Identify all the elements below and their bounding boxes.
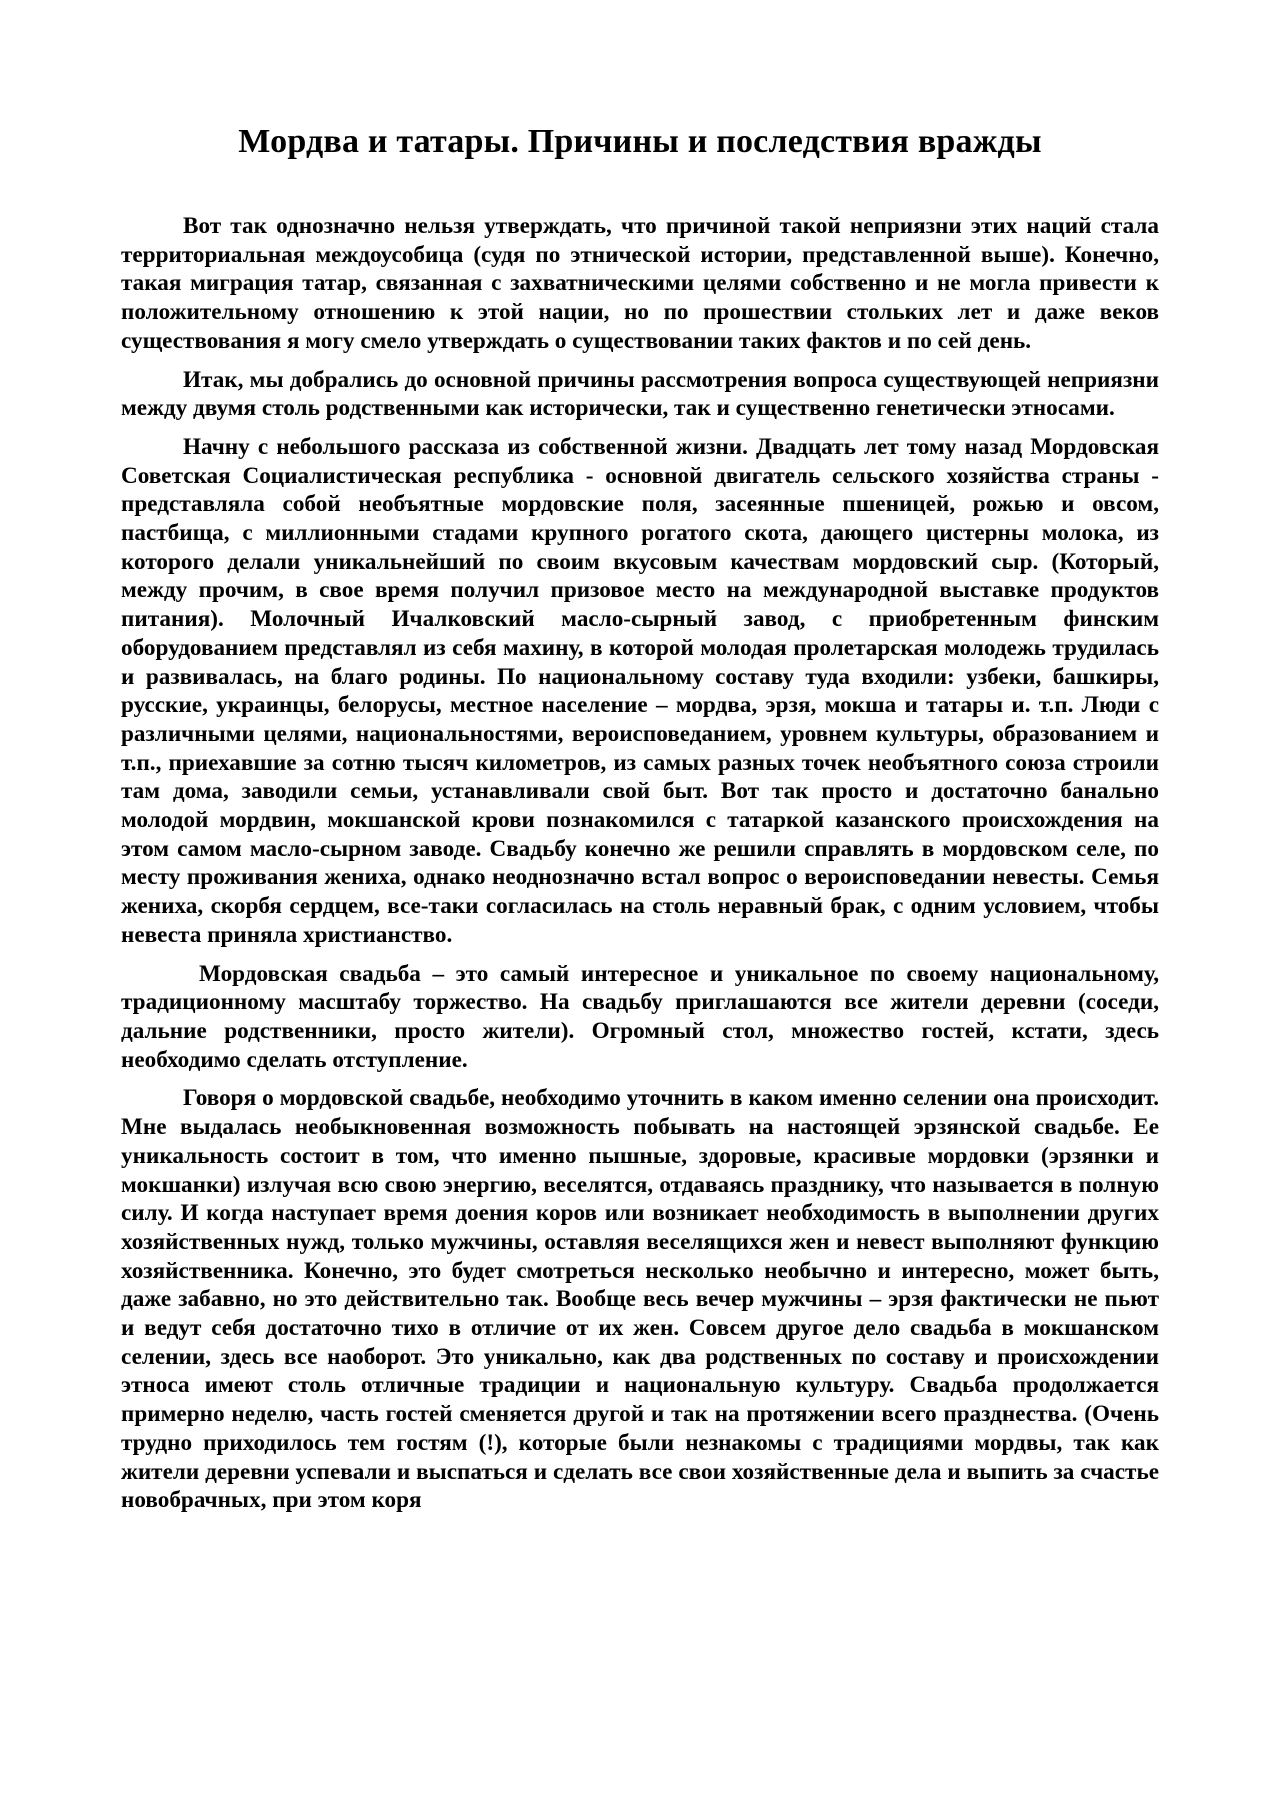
- paragraph-mordovian-wedding: Мордовская свадьба – это самый интересное и уникальное по своему национальному, традиционному масштабу торжество. На свадьбу приглашаются все жители деревни (соседи, дальние родственники, просто жители). Огромный стол, множество гостей, кстати, здесь необходимо сделать отступление.: [121, 960, 1159, 1073]
- paragraph-erzya-moksha-wedding: Говоря о мордовской свадьбе, необходимо уточнить в каком именно селении она происходит. Мне выдалась необыкновенная возможность побывать на настоящей эрзянской свадьбе. Ее уникальность состоит в том, что именно пышные, здоровые, красивые мордовки (эрзянки и мокшанки) излучая всю свою энергию, веселятся, отдаваясь празднику, что называется в полную силу. И когда наступает время доения коров или возникает необходимость в выполнении других хозяйственных нужд, только мужчины, оставляя веселящихся жен и невест выполняют функцию хозяйственника. Конечно, это будет смотреться несколько необычно и интересно, может быть, даже забавно, но это действительно так. Вообще весь вечер мужчины – эрзя фактически не пьют и ведут себя достаточно тихо в отличие от их жен. Совсем другое дело свадьба в мокшанском селении, здесь все наоборот. Это уникально, как два родственных по составу и происхождении этноса имеют столь отличные традиции и национальную культуру. Свадьба продолжается примерно неделю, часть гостей сменяется другой и так на протяжении всего празднества. (Очень трудно приходилось тем гостям (!), которые были незнакомы с традициями мордвы, так как жители деревни успевали и выспаться и сделать все свои хозяйственные дела и выпить за счастье новобрачных, при этом коря: [121, 1085, 1159, 1514]
- paragraph-main-reason: Итак, мы добрались до основной причины рассмотрения вопроса существующей неприязни между двумя столь родственными как исторически, так и существенно генетически этносами.: [121, 366, 1159, 422]
- paragraph-personal-story: Начну с небольшого рассказа из собственной жизни. Двадцать лет тому назад Мордовская Советская Социалистическая республика - основной двигатель сельского хозяйства страны - представляла собой необъятные мордовские поля, засеянные пшеницей, рожью и овсом, пастбища, с миллионными стадами крупного рогатого скота, дающего цистерны молока, из которого делали уникальнейший по своим вкусовым качествам мордовский сыр. (Который, между прочим, в свое время получил призовое место на международной выставке продуктов питания). Молочный Ичалковский масло-сырный завод, с приобретенным финским оборудованием представлял из себя махину, в которой молодая пролетарская молодежь трудилась и развивалась, на благо родины. По национальному составу туда входили: узбеки, башкиры, русские, украинцы, белорусы, местное население – мордва, эрзя, мокша и татары и. т.п. Люди с различными целями, национальностями, вероисповеданием, уровнем культуры, образованием и т.п., приехавшие за сотню тысяч километров, из самых разных точек необъятного союза строили там дома, заводили семьи, устанавливали свой быт. Вот так просто и достаточно банально молодой мордвин, мокшанской крови познакомился с татаркой казанского происхождения на этом самом масло-сырном заводе. Свадьбу конечно же решили справлять в мордовском селе, по месту проживания жениха, однако неоднозначно встал вопрос о вероисповедании невесты. Семья жениха, скорбя сердцем, все-таки согласилась на столь неравный брак, с одним условием, чтобы невеста приняла христианство.: [121, 433, 1159, 948]
- document-body: [121, 212, 1159, 1525]
- document-title: Мордва и татары. Причины и последствия вражды: [238, 123, 1042, 160]
- paragraph-territorial-strife: Вот так однозначно нельзя утверждать, что причиной такой неприязни этих наций стала территориальная междоусобица (судя по этнической истории, представленной выше). Конечно, такая миграция татар, связанная с захватническими целями собственно и не могла привести к положительному отношению к этой нации, но по прошествии стольких лет и даже веков существования я могу смело утверждать о существовании таких фактов и по сей день.: [121, 213, 1159, 354]
